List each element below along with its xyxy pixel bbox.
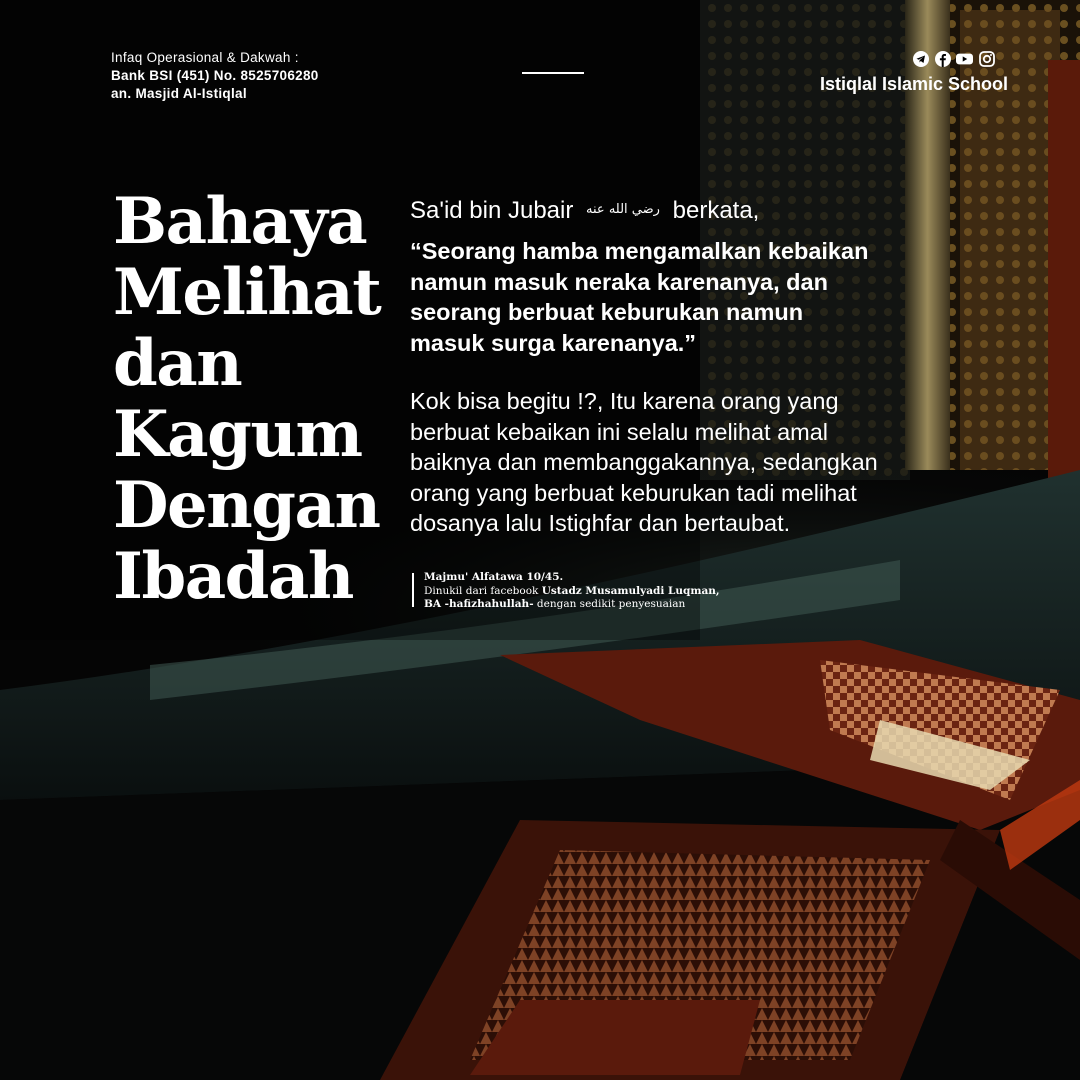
attribution-verb: berkata,	[672, 197, 760, 224]
source-note: dengan sedikit penyesuaian	[533, 598, 686, 610]
quote-line: “Seorang hamba mengamalkan kebaikan	[410, 238, 869, 264]
body-line: berbuat kebaikan ini selalu melihat amal	[410, 418, 829, 445]
source-author: Ustadz Musamulyadi Luqman,	[541, 584, 720, 597]
social-icons	[912, 50, 995, 67]
explanation-text	[410, 386, 970, 539]
donation-heading: Infaq Operasional & Dakwah :	[111, 50, 299, 65]
source-bar	[412, 573, 414, 607]
headline-line: Melihat	[113, 255, 381, 330]
body-line: Kok bisa begitu !?, Itu karena orang yang	[410, 388, 839, 414]
quote-line: namun masuk neraka karenanya, dan	[410, 268, 828, 295]
school-name: Istiqlal Islamic School	[819, 74, 1008, 94]
account-holder: an. Masjid Al-Istiqlal	[111, 86, 247, 101]
headline	[113, 186, 380, 612]
headline-line: Ibadah	[113, 539, 353, 614]
body-line: dosanya lalu Istighfar dan bertaubat.	[410, 510, 791, 536]
quote-line: seorang berbuat keburukan namun	[410, 299, 804, 325]
headline-line: dan	[113, 326, 242, 401]
facebook-icon[interactable]	[934, 50, 951, 67]
body-line: orang yang berbuat keburukan tadi melihat	[410, 479, 857, 506]
source-reference: Majmu' Alfatawa 10/45.	[424, 571, 564, 583]
telegram-icon[interactable]	[912, 50, 929, 67]
source-prefix: Dinukil dari facebook	[424, 584, 542, 597]
honorific-glyph: رضي الله عنه	[586, 202, 660, 217]
headline-line: Dengan	[113, 468, 380, 543]
instagram-icon[interactable]	[978, 50, 995, 67]
bank-account: Bank BSI (451) No. 8525706280	[111, 68, 319, 83]
headline-line: Kagum	[113, 397, 362, 472]
youtube-icon[interactable]	[956, 50, 973, 67]
body-line: baiknya dan membanggakannya, sedangkan	[410, 449, 878, 475]
headline-line: Bahaya	[113, 184, 367, 259]
donation-info	[111, 49, 319, 103]
narrator-name: Sa'id bin Jubair	[410, 197, 574, 224]
quote-attribution	[410, 197, 759, 225]
source-author-title: BA -hafizhahullah-	[424, 598, 534, 610]
quote-text	[410, 236, 970, 358]
decorative-divider	[522, 72, 584, 74]
quote-line: masuk surga karenanya.”	[410, 329, 697, 356]
source-citation	[424, 571, 720, 612]
